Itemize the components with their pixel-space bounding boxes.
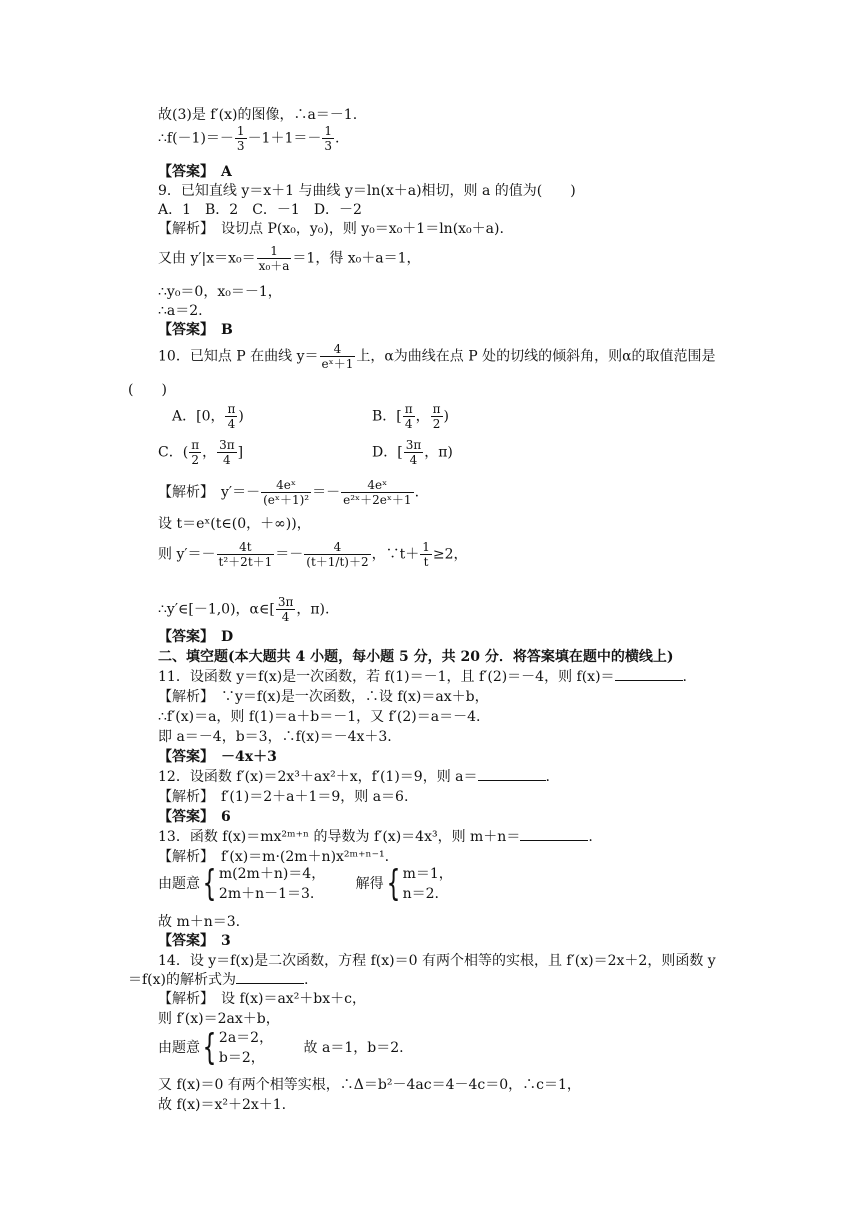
question-text: 9．已知直线 y＝x＋1 与曲线 y＝ln(x＋a)相切，则 a 的值为( ) xyxy=(158,183,576,199)
fraction: $\frac{4}{\text{eˣ＋1}}$ xyxy=(321,342,354,371)
brace-icon: { xyxy=(202,1027,217,1068)
answer-blank[interactable] xyxy=(615,668,683,681)
text-line: ( ) xyxy=(128,382,167,398)
answer-label: 【答案】 A xyxy=(158,164,232,180)
text-line: 又由 y′|x＝x₀＝ $\frac{1}{\text{x₀＋a}}$ ＝1，得 x₀＋a＝1， xyxy=(158,244,421,273)
options-text: A．1 B．2 C．－1 D．－2 xyxy=(158,202,362,218)
question-text: 14．设 y＝f(x)是二次函数，方程 f(x)＝0 有两个相等的实根，且 f′(x)＝2x＋2，则函数 y xyxy=(158,953,716,969)
question-text: 13．函数 f(x)＝mx²ᵐ⁺ⁿ 的导数为 f′(x)＝4x³，则 m＋n＝ . xyxy=(158,829,593,845)
question-text: 12．设函数 f′(x)＝2x³＋ax²＋x，f′(1)＝9，则 a＝ . xyxy=(158,769,550,785)
equation-system: 由题意{ 2a＝2， b＝2， 故 a＝1，b＝2. xyxy=(158,1027,404,1068)
answer-label: 【答案】 3 xyxy=(158,933,231,949)
text-line: ∴f′(x)＝a，则 f(1)＝a＋b＝－1，又 f′(2)＝a＝－4. xyxy=(158,709,481,725)
option-a: A．[0， $\frac{\pi}{4}$ ) xyxy=(172,402,244,431)
fraction: $\frac{1}{\text{x₀＋a}}$ xyxy=(258,244,290,273)
text-line: 即 a＝－4，b＝3，∴f(x)＝－4x＋3. xyxy=(158,729,392,745)
fraction: $\frac{1}{3}$ xyxy=(324,124,333,153)
option-d: D．[ $\frac{3\pi}{4}$ ，π) xyxy=(372,438,453,467)
text-line: 设 t＝eˣ(t∈(0，＋∞))， xyxy=(158,516,311,532)
text-line: ∴y₀＝0，x₀＝－1， xyxy=(158,284,282,300)
answer-label: 【答案】 D xyxy=(158,629,234,645)
analysis-text: 【解析】 设切点 P(x₀，y₀)，则 y₀＝x₀＋1＝ln(x₀＋a). xyxy=(158,221,504,237)
text-line: 则 y′＝－ $\frac{4t}{\text{t²＋2t＋1}}$ ＝－ $\frac{4}{(t+1/t)+2}$ ，∵t＋ $\frac{1}{t}$ ≥2， xyxy=(158,540,468,569)
text-line: ∴y′∈[－1,0)，α∈[ $\frac{3\pi}{4}$ ，π). xyxy=(158,595,330,624)
option-b: B．[ $\frac{\pi}{4}$ ， $\frac{\pi}{2}$ ) xyxy=(372,402,449,431)
brace-icon: { xyxy=(202,863,217,904)
answer-label: 【答案】 6 xyxy=(158,809,231,825)
analysis-text: 【解析】 f′(1)＝2＋a＋1＝9，则 a＝6. xyxy=(158,789,409,805)
answer-label: 【答案】 B xyxy=(158,322,233,338)
text-line: ∴f(－1)＝－ $\frac{1}{3}$ －1＋1＝－ $\frac{1}{3}$ . xyxy=(158,124,340,153)
section-heading: 二、填空题(本大题共 4 小题，每小题 5 分，共 20 分．将答案填在题中的横线上) xyxy=(158,649,674,665)
question-text: 10．已知点 P 在曲线 y＝ $\frac{4}{\text{eˣ＋1}}$ 上，α为曲线在点 P 处的切线的倾斜角，则α的取值范围是 xyxy=(158,342,716,371)
question-text: 11．设函数 y＝f(x)是一次函数，若 f(1)＝－1，且 f′(2)＝－4，则 f(x)＝ . xyxy=(158,669,687,685)
text-line: 故 m＋n＝3. xyxy=(158,914,241,930)
answer-blank[interactable] xyxy=(520,828,588,841)
option-c: C．( $\frac{\pi}{2}$ ， $\frac{3\pi}{4}$ ] xyxy=(158,438,244,467)
analysis-text: 【解析】 ∵y＝f(x)是一次函数，∴设 f(x)＝ax＋b， xyxy=(158,689,489,705)
analysis-text: 【解析】 f′(x)＝m·(2m＋n)x²ᵐ⁺ⁿ⁻¹. xyxy=(158,849,390,865)
analysis-text: 【解析】 设 f(x)＝ax²＋bx＋c， xyxy=(158,991,367,1007)
answer-blank[interactable] xyxy=(478,768,546,781)
answer-blank[interactable] xyxy=(236,971,304,984)
text-line: 故(3)是 f′(x)的图像，∴a＝－1. xyxy=(158,107,358,123)
text-line: 故 f(x)＝x²＋2x＋1. xyxy=(158,1097,287,1113)
brace-icon: { xyxy=(386,863,400,904)
analysis-text: 【解析】 y′＝－ $\frac{\text{4eˣ}}{\text{(eˣ＋1)²}}$ ＝－ $\frac{\text{4eˣ}}{\text{e²ˣ＋2eˣ＋1}}$ . xyxy=(158,478,420,507)
text-line: ∴a＝2. xyxy=(158,303,203,319)
text-line: ＝f(x)的解析式为 . xyxy=(128,972,309,988)
answer-label: 【答案】 －4x＋3 xyxy=(158,749,277,765)
text-line: 又 f(x)＝0 有两个相等实根，∴Δ＝b²－4ac＝4－4c＝0，∴c＝1， xyxy=(158,1077,581,1093)
text-line: 则 f′(x)＝2ax＋b， xyxy=(158,1011,280,1027)
fraction: $\frac{1}{3}$ xyxy=(236,124,245,153)
equation-system: 由题意{ m(2m＋n)＝4， 2m＋n－1＝3. 解得{ m＝1， n＝2. xyxy=(158,863,453,904)
